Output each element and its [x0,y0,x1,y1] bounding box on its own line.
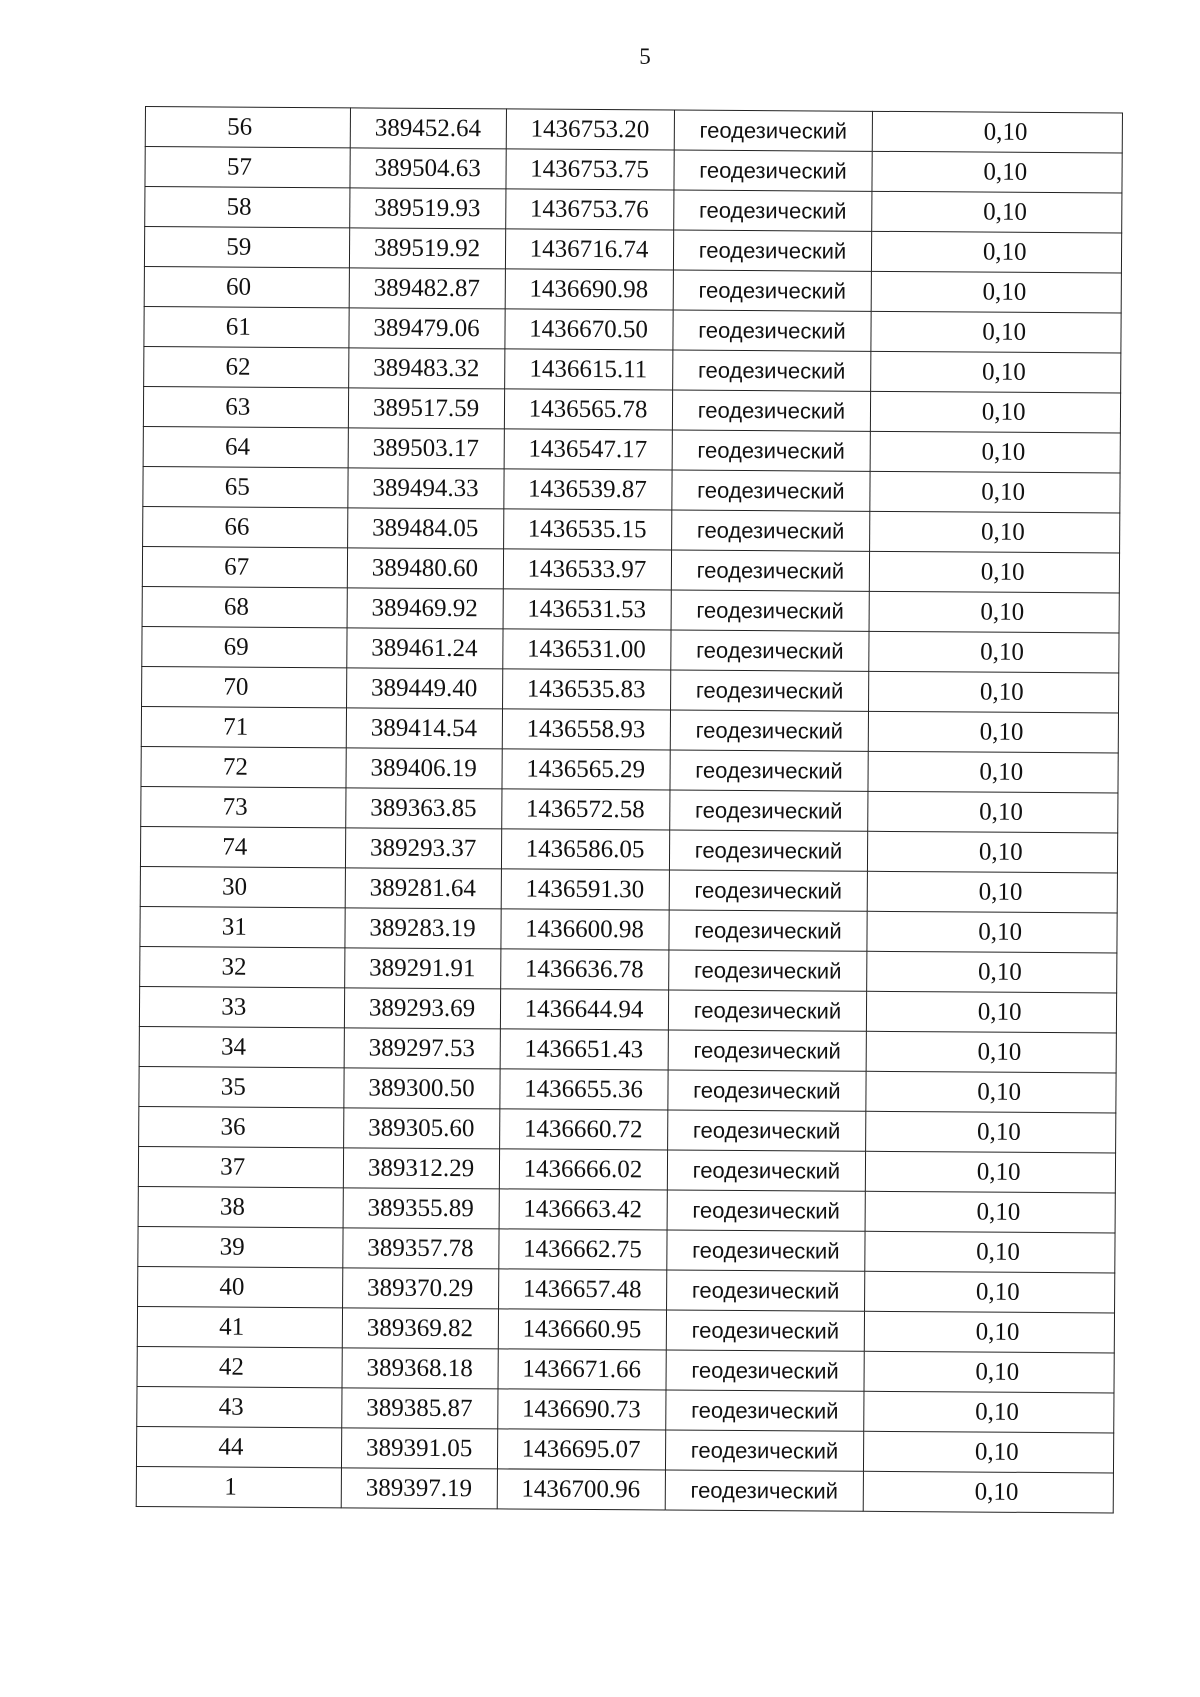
accuracy-cell: 0,10 [868,831,1118,873]
method-cell: геодезический [670,630,869,671]
accuracy-cell: 0,10 [865,1191,1115,1233]
x-coordinate-cell: 389363.85 [345,788,501,829]
point-number-cell: 38 [138,1186,343,1227]
table-row [137,1346,1114,1392]
y-coordinate-cell: 1436531.53 [503,589,671,630]
x-coordinate-cell: 389370.29 [342,1268,498,1309]
table-row [140,906,1117,952]
y-coordinate-cell: 1436547.17 [504,429,672,470]
accuracy-cell: 0,10 [869,591,1119,633]
table-row [144,227,1121,273]
accuracy-cell: 0,10 [867,911,1117,953]
point-number-cell: 66 [143,506,348,547]
accuracy-cell: 0,10 [869,631,1119,673]
method-cell: геодезический [668,1030,867,1071]
table-row [145,107,1122,153]
point-number-cell: 37 [138,1146,343,1187]
table-row [145,147,1122,193]
table-row [141,706,1118,752]
y-coordinate-cell: 1436690.73 [497,1389,665,1430]
y-coordinate-cell: 1436565.78 [504,389,672,430]
point-number-cell: 32 [140,946,345,987]
method-cell: геодезический [666,1310,865,1351]
point-number-cell: 71 [141,706,346,747]
method-cell: геодезический [670,670,869,711]
y-coordinate-cell: 1436636.78 [500,949,668,990]
point-number-cell: 41 [137,1306,342,1347]
x-coordinate-cell: 389368.18 [342,1348,498,1389]
y-coordinate-cell: 1436660.95 [498,1309,666,1350]
point-number-cell: 56 [145,107,350,148]
table-row [139,1026,1116,1072]
accuracy-cell: 0,10 [866,1151,1116,1193]
method-cell: геодезический [671,590,870,631]
x-coordinate-cell: 389414.54 [346,708,502,749]
table-row [143,386,1120,432]
y-coordinate-cell: 1436671.66 [498,1349,666,1390]
point-number-cell: 63 [143,386,348,427]
table-row [144,266,1121,312]
method-cell: геодезический [672,310,871,351]
table-row [136,1426,1113,1472]
accuracy-cell: 0,10 [868,871,1118,913]
point-number-cell: 65 [143,466,348,507]
method-cell: геодезический [672,350,871,391]
x-coordinate-cell: 389504.63 [350,148,506,189]
accuracy-cell: 0,10 [870,471,1120,513]
y-coordinate-cell: 1436586.05 [501,829,669,870]
accuracy-cell: 0,10 [870,551,1120,593]
y-coordinate-cell: 1436690.98 [505,269,673,310]
x-coordinate-cell: 389482.87 [349,268,505,309]
table-row [142,546,1119,592]
point-number-cell: 62 [144,346,349,387]
method-cell: геодезический [667,1190,866,1231]
page-number: 5 [639,44,651,69]
method-cell: геодезический [666,1350,865,1391]
y-coordinate-cell: 1436753.75 [505,149,673,190]
x-coordinate-cell: 389517.59 [348,388,504,429]
y-coordinate-cell: 1436695.07 [497,1429,665,1470]
x-coordinate-cell: 389391.05 [341,1428,497,1469]
x-coordinate-cell: 389452.64 [350,108,506,149]
method-cell: геодезический [670,750,869,791]
x-coordinate-cell: 389281.64 [345,868,501,909]
method-cell: геодезический [667,1110,866,1151]
table-row [140,826,1117,872]
accuracy-cell: 0,10 [872,151,1122,193]
x-coordinate-cell: 389355.89 [343,1188,499,1229]
y-coordinate-cell: 1436663.42 [499,1189,667,1230]
accuracy-cell: 0,10 [869,671,1119,713]
table-row [139,986,1116,1032]
table-row [140,946,1117,992]
x-coordinate-cell: 389397.19 [341,1468,497,1509]
point-number-cell: 72 [141,746,346,787]
accuracy-cell: 0,10 [866,1031,1116,1073]
method-cell: геодезический [668,990,867,1031]
method-cell: геодезический [668,950,867,991]
method-cell: геодезический [674,110,873,151]
x-coordinate-cell: 389297.53 [344,1028,500,1069]
accuracy-cell: 0,10 [869,711,1119,753]
x-coordinate-cell: 389291.91 [344,948,500,989]
y-coordinate-cell: 1436644.94 [500,989,668,1030]
accuracy-cell: 0,10 [872,231,1122,273]
method-cell: геодезический [665,1390,864,1431]
method-cell: геодезический [673,150,872,191]
accuracy-cell: 0,10 [867,991,1117,1033]
method-cell: геодезический [672,390,871,431]
x-coordinate-cell: 389385.87 [341,1388,497,1429]
point-number-cell: 43 [137,1386,342,1427]
table-row [143,506,1120,552]
method-cell: геодезический [669,830,868,871]
point-number-cell: 30 [140,866,345,907]
method-cell: геодезический [665,1470,864,1511]
y-coordinate-cell: 1436662.75 [498,1229,666,1270]
table-row [138,1226,1115,1272]
point-number-cell: 34 [139,1026,344,1067]
method-cell: геодезический [671,550,870,591]
point-number-cell: 31 [140,906,345,947]
x-coordinate-cell: 389484.05 [347,508,503,549]
accuracy-cell: 0,10 [870,511,1120,553]
y-coordinate-cell: 1436572.58 [501,789,669,830]
table-row [142,586,1119,632]
y-coordinate-cell: 1436700.96 [497,1469,665,1510]
point-number-cell: 57 [145,147,350,188]
y-coordinate-cell: 1436533.97 [503,549,671,590]
point-number-cell: 60 [144,266,349,307]
accuracy-cell: 0,10 [867,951,1117,993]
table-row [136,1466,1113,1512]
point-number-cell: 74 [140,826,345,867]
accuracy-cell: 0,10 [864,1431,1114,1473]
x-coordinate-cell: 389519.92 [349,228,505,269]
y-coordinate-cell: 1436666.02 [499,1149,667,1190]
method-cell: геодезический [669,790,868,831]
accuracy-cell: 0,10 [865,1231,1115,1273]
point-number-cell: 33 [139,986,344,1027]
table-row [138,1186,1115,1232]
point-number-cell: 39 [138,1226,343,1267]
point-number-cell: 67 [142,546,347,587]
y-coordinate-cell: 1436535.15 [503,509,671,550]
x-coordinate-cell: 389283.19 [344,908,500,949]
method-cell: геодезический [667,1150,866,1191]
method-cell: геодезический [666,1230,865,1271]
y-coordinate-cell: 1436615.11 [504,349,672,390]
y-coordinate-cell: 1436670.50 [504,309,672,350]
accuracy-cell: 0,10 [868,791,1118,833]
point-number-cell: 59 [144,227,349,268]
accuracy-cell: 0,10 [864,1471,1114,1513]
y-coordinate-cell: 1436753.76 [505,189,673,230]
x-coordinate-cell: 389300.50 [343,1068,499,1109]
table-row [139,1066,1116,1112]
accuracy-cell: 0,10 [871,311,1121,353]
y-coordinate-cell: 1436591.30 [501,869,669,910]
coordinates-table [136,106,1123,1513]
accuracy-cell: 0,10 [871,391,1121,433]
table-row [143,426,1120,472]
x-coordinate-cell: 389357.78 [342,1228,498,1269]
point-number-cell: 61 [144,306,349,347]
accuracy-cell: 0,10 [871,351,1121,393]
accuracy-cell: 0,10 [870,431,1120,473]
x-coordinate-cell: 389503.17 [348,428,504,469]
table-row [138,1146,1115,1192]
accuracy-cell: 0,10 [864,1351,1114,1393]
y-coordinate-cell: 1436600.98 [500,909,668,950]
y-coordinate-cell: 1436657.48 [498,1269,666,1310]
x-coordinate-cell: 389293.69 [344,988,500,1029]
method-cell: геодезический [668,910,867,951]
accuracy-cell: 0,10 [865,1311,1115,1353]
point-number-cell: 69 [142,626,347,667]
x-coordinate-cell: 389312.29 [343,1148,499,1189]
y-coordinate-cell: 1436651.43 [500,1029,668,1070]
table-row [138,1266,1115,1312]
accuracy-cell: 0,10 [865,1271,1115,1313]
x-coordinate-cell: 389305.60 [343,1108,499,1149]
table-row [143,466,1120,512]
accuracy-cell: 0,10 [864,1391,1114,1433]
method-cell: геодезический [673,190,872,231]
table-row [141,786,1118,832]
y-coordinate-cell: 1436531.00 [502,629,670,670]
method-cell: геодезический [673,270,872,311]
table-row [142,626,1119,672]
accuracy-cell: 0,10 [866,1111,1116,1153]
x-coordinate-cell: 389519.93 [349,188,505,229]
point-number-cell: 36 [139,1106,344,1147]
point-number-cell: 35 [139,1066,344,1107]
x-coordinate-cell: 389469.92 [347,588,503,629]
x-coordinate-cell: 389406.19 [346,748,502,789]
method-cell: геодезический [672,430,871,471]
x-coordinate-cell: 389479.06 [348,308,504,349]
y-coordinate-cell: 1436655.36 [499,1069,667,1110]
accuracy-cell: 0,10 [872,191,1122,233]
y-coordinate-cell: 1436565.29 [501,749,669,790]
table-row [140,866,1117,912]
y-coordinate-cell: 1436716.74 [505,229,673,270]
x-coordinate-cell: 389483.32 [348,348,504,389]
x-coordinate-cell: 389449.40 [346,668,502,709]
point-number-cell: 73 [141,786,346,827]
method-cell: геодезический [666,1270,865,1311]
y-coordinate-cell: 1436660.72 [499,1109,667,1150]
point-number-cell: 40 [138,1266,343,1307]
method-cell: геодезический [665,1430,864,1471]
accuracy-cell: 0,10 [872,271,1122,313]
method-cell: геодезический [669,870,868,911]
y-coordinate-cell: 1436558.93 [502,709,670,750]
accuracy-cell: 0,10 [866,1071,1116,1113]
table-row [139,1106,1116,1152]
table-row [137,1306,1114,1352]
point-number-cell: 44 [136,1426,341,1467]
point-number-cell: 70 [142,666,347,707]
accuracy-cell: 0,10 [868,751,1118,793]
method-cell: геодезический [671,470,870,511]
method-cell: геодезический [673,230,872,271]
method-cell: геодезический [671,510,870,551]
table-row [144,346,1121,392]
table-body [136,107,1122,1513]
x-coordinate-cell: 389461.24 [346,628,502,669]
point-number-cell: 58 [145,187,350,228]
point-number-cell: 42 [137,1346,342,1387]
x-coordinate-cell: 389480.60 [347,548,503,589]
table-row [144,306,1121,352]
table-row [141,746,1118,792]
point-number-cell: 64 [143,426,348,467]
x-coordinate-cell: 389494.33 [347,468,503,509]
y-coordinate-cell: 1436753.20 [506,109,674,150]
method-cell: геодезический [670,710,869,751]
method-cell: геодезический [667,1070,866,1111]
table-row [137,1386,1114,1432]
point-number-cell: 68 [142,586,347,627]
y-coordinate-cell: 1436539.87 [503,469,671,510]
table-row [145,187,1122,233]
table-row [142,666,1119,712]
x-coordinate-cell: 389369.82 [342,1308,498,1349]
y-coordinate-cell: 1436535.83 [502,669,670,710]
x-coordinate-cell: 389293.37 [345,828,501,869]
accuracy-cell: 0,10 [873,111,1123,153]
point-number-cell: 1 [136,1466,341,1507]
